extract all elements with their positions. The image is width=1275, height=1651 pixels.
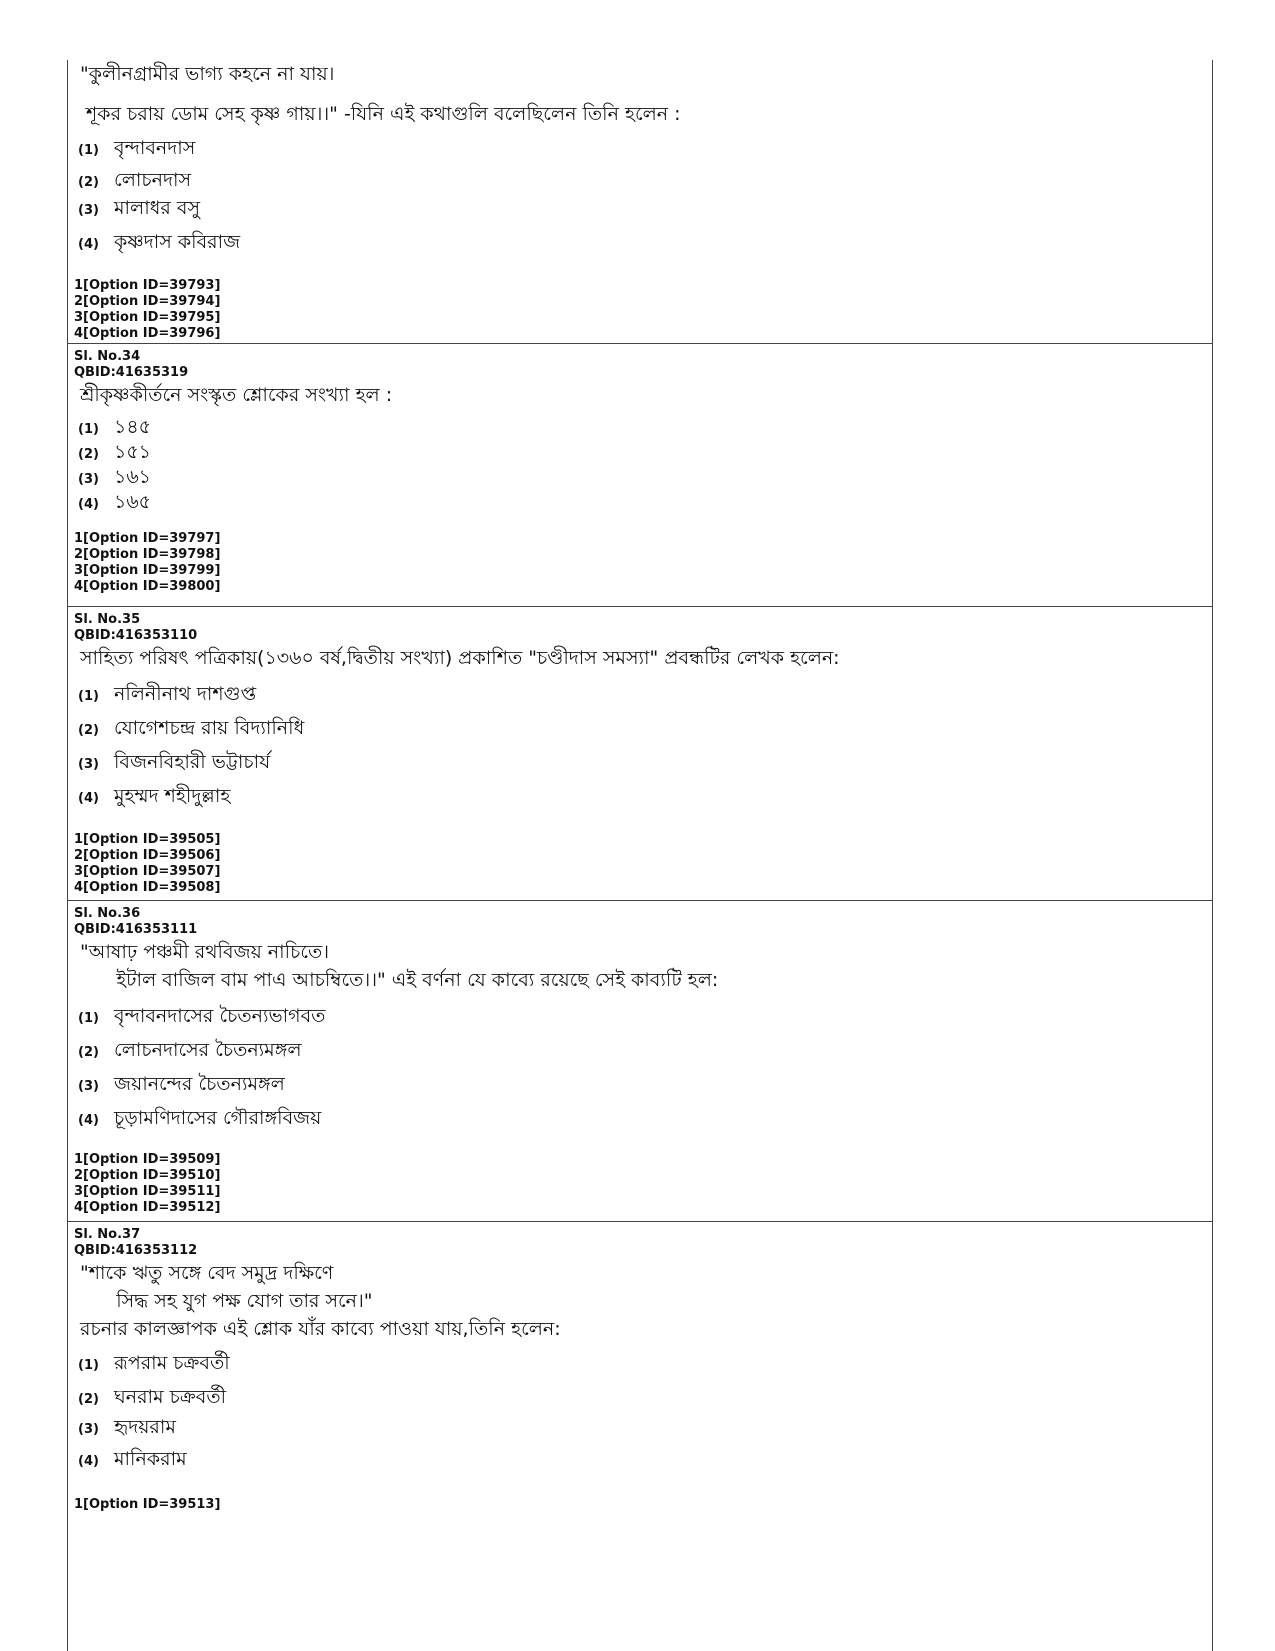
question-text: শূকর চরায় ডোম সেহ কৃষ্ণ গায়।।" -যিনি এই কথাগুলি বলেছিলেন তিনি হলেন : [80,103,681,125]
option-item [78,463,1212,488]
option-number: (1) [78,689,99,704]
option-id: 1[Option ID=39793] [74,278,221,293]
option-list [78,413,1212,513]
option-number: (3) [78,757,99,772]
option-item [78,1413,1212,1445]
option-item [78,413,1212,438]
option-number: (3) [78,203,99,218]
option-text: রূপরাম চক্রবর্তী [114,1352,230,1374]
option-id: 4[Option ID=39512] [74,1200,221,1215]
qbid: QBID:416353111 [74,922,198,937]
option-item [78,194,1212,228]
option-item [78,680,1212,714]
option-number: (4) [78,237,99,252]
option-id-list [68,278,1212,342]
option-item [78,1104,1212,1134]
option-item [78,1383,1212,1413]
option-number: (1) [78,1358,99,1373]
question-block-37 [68,1222,1212,1651]
option-item [78,134,1212,166]
option-text: জয়ানন্দের চৈতন্যমঙ্গল [114,1073,285,1095]
option-text: বৃন্দাবনদাস [114,137,196,159]
option-number: (3) [78,472,99,487]
option-item [78,714,1212,748]
option-id: 1[Option ID=39797] [74,531,221,546]
option-number: (2) [78,723,99,738]
question-block-36 [68,901,1212,1222]
option-item [78,782,1212,812]
option-number: (3) [78,1079,99,1094]
option-id: 3[Option ID=39507] [74,864,221,879]
option-id: 3[Option ID=39511] [74,1184,221,1199]
question-text: শ্রীকৃষ্ণকীর্তনে সংস্কৃত শ্লোকের সংখ্যা হল : [80,384,393,406]
option-number: (4) [78,1113,99,1128]
question-text: "কুলীনগ্রামীর ভাগ্য কহনে না যায়। [80,63,335,85]
option-number: (2) [78,1392,99,1407]
option-text: লোচনদাসের চৈতন্যমঙ্গল [114,1039,302,1061]
option-text: ঘনরাম চক্রবর্তী [114,1386,227,1408]
option-id-list [68,531,1212,595]
option-item [78,438,1212,463]
qbid: QBID:416353110 [74,628,198,643]
option-id: 4[Option ID=39800] [74,579,221,594]
option-text: যোগেশচন্দ্র রায় বিদ্যানিধি [114,717,305,739]
option-text: মুহম্মদ শহীদুল্লাহ [114,785,231,807]
option-id: 3[Option ID=39799] [74,563,221,578]
serial-number: Sl. No.35 [74,612,141,627]
qbid: QBID:41635319 [74,365,189,380]
option-id: 2[Option ID=39798] [74,547,221,562]
option-number: (4) [78,497,99,512]
option-text: ১৬৫ [114,491,152,513]
option-text: চূড়ামণিদাসের গৌরাঙ্গবিজয় [114,1107,322,1129]
option-id: 1[Option ID=39509] [74,1152,221,1167]
option-id: 4[Option ID=39508] [74,880,221,895]
option-text: নলিনীনাথ দাশগুপ্ত [114,683,257,705]
option-id: 4[Option ID=39796] [74,326,221,341]
question-block-35 [68,607,1212,901]
option-list [78,1002,1212,1134]
question-block-34 [68,344,1212,607]
question-text: "শাকে ঋতু সঙ্গে বেদ সমুদ্র দক্ষিণে [80,1262,334,1284]
option-number: (2) [78,175,99,190]
question-text: "আষাঢ় পঞ্চমী রথবিজয় নাচিতে। [80,941,330,963]
option-item [78,1002,1212,1036]
option-text: কৃষ্ণদাস কবিরাজ [114,231,241,253]
option-id: 1[Option ID=39505] [74,832,221,847]
option-text: বৃন্দাবনদাসের চৈতন্যভাগবত [114,1005,326,1027]
option-id: 2[Option ID=39510] [74,1168,221,1183]
option-id-list [68,1152,1212,1216]
serial-number: Sl. No.36 [74,906,141,921]
option-id-list [68,832,1212,896]
option-id-list [68,1497,1212,1513]
option-text: ১৪৫ [114,416,151,438]
option-number: (1) [78,143,99,158]
option-text: ১৬১ [114,466,152,488]
option-item [78,1349,1212,1383]
option-list [78,1349,1212,1475]
option-number: (2) [78,447,99,462]
option-id: 1[Option ID=39513] [74,1497,221,1512]
qbid: QBID:416353112 [74,1243,198,1258]
option-list [78,134,1212,258]
option-item [78,228,1212,258]
serial-number: Sl. No.37 [74,1227,141,1242]
option-number: (1) [78,422,99,437]
question-block-33 [68,60,1212,344]
option-text: হৃদয়রাম [114,1416,176,1438]
question-text: সাহিত্য পরিষৎ পত্রিকায়(১৩৬০ বর্ষ,দ্বিতীয় সংখ্যা) প্রকাশিত "চণ্ডীদাস সমস্যা" প্রবন্ধটির লেখক হলেন: [80,647,840,669]
option-list [78,680,1212,812]
option-number: (4) [78,1454,99,1469]
option-item [78,1036,1212,1070]
option-item [78,1445,1212,1475]
option-text: বিজনবিহারী ভট্টাচার্য [114,751,271,773]
option-number: (2) [78,1045,99,1060]
option-item [78,1070,1212,1104]
option-id: 2[Option ID=39506] [74,848,221,863]
option-id: 2[Option ID=39794] [74,294,221,309]
serial-number: Sl. No.34 [74,349,141,364]
question-text: সিদ্ধ সহ যুগ পক্ষ যোগ তার সনে।" [80,1290,373,1312]
question-text: রচনার কালজ্ঞাপক এই শ্লোক যাঁর কাব্যে পাওয়া যায়,তিনি হলেন: [80,1318,561,1340]
option-id: 3[Option ID=39795] [74,310,221,325]
option-item [78,748,1212,782]
option-text: লোচনদাস [114,169,192,191]
option-number: (4) [78,791,99,806]
option-number: (1) [78,1011,99,1026]
option-number: (3) [78,1422,99,1437]
question-paper [67,60,1213,1651]
option-item [78,488,1212,513]
question-text: ইটাল বাজিল বাম পাএ আচম্বিতে।।" এই বর্ণনা যে কাব্যে রয়েছে সেই কাব্যটি হল: [80,969,719,991]
option-item [78,166,1212,194]
option-text: মানিকরাম [114,1448,187,1470]
option-text: মালাধর বসু [114,197,200,219]
option-text: ১৫১ [114,441,151,463]
